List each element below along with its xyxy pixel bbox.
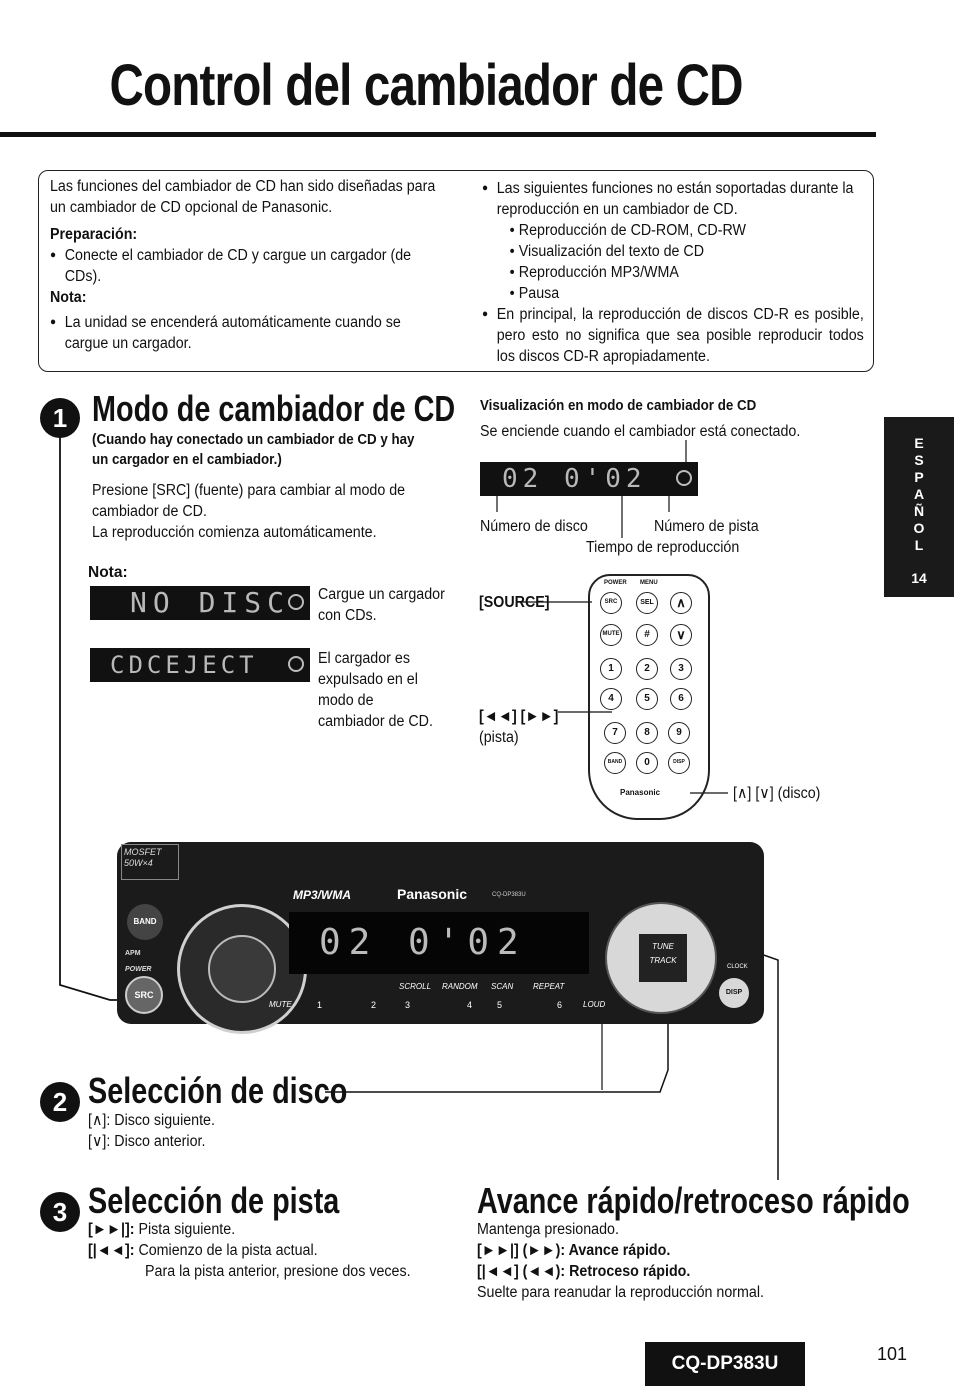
src-button[interactable]: SRC <box>125 976 163 1014</box>
unsupported-item: • Visualización del texto de CD <box>482 241 864 262</box>
repeat-button[interactable]: REPEAT <box>533 982 565 991</box>
section-number-3: 3 <box>40 1192 80 1232</box>
note-label: Nota: <box>50 289 87 306</box>
remote-key-6[interactable]: 6 <box>670 688 692 710</box>
track-prev-text: Comienzo de la pista actual. <box>138 1242 318 1259</box>
section-number-1: 1 <box>40 398 80 438</box>
scan-button[interactable]: SCAN <box>491 982 514 991</box>
remote-menu-label: MENU <box>640 580 658 586</box>
unsupported-item: • Reproducción de CD-ROM, CD-RW <box>482 220 864 241</box>
tune-label: TUNE <box>652 942 674 951</box>
unit-lcd <box>289 912 589 974</box>
section-title-cd-changer-mode: Modo de cambiador de CD <box>92 388 456 429</box>
cdr-note: ● En principal, la reproducción de discos CD-R es posible, pero esto no significa que sea posible reproducir todos los discos CD-R apropiadamente. <box>482 304 864 367</box>
band-button[interactable]: BAND <box>127 904 163 940</box>
scroll-button[interactable]: SCROLL <box>399 982 432 991</box>
preset-2[interactable]: 2 <box>371 1000 377 1010</box>
mosfet-badge: MOSFET 50W×4 <box>121 844 179 880</box>
remote-key-2[interactable]: 2 <box>636 658 658 680</box>
tab-letter: Ñ <box>913 503 925 519</box>
preset-4[interactable]: 4 <box>467 1000 473 1010</box>
section1-note-label: Nota: <box>88 564 128 581</box>
remote-sel-button[interactable]: SEL <box>636 592 658 614</box>
power-label: POWER <box>125 966 152 973</box>
preset-1[interactable]: 1 <box>317 1000 323 1010</box>
lcd-cd-changer-text: 02 0'02 <box>502 464 647 494</box>
mute-button[interactable]: MUTE <box>269 1000 292 1009</box>
release-text: Suelte para reanudar la reproducción normal. <box>477 1284 764 1301</box>
tab-page: 14 <box>911 570 927 586</box>
clock-label: CLOCK <box>727 964 748 970</box>
intro-text: Las funciones del cambiador de CD han sido diseñadas para un cambiador de CD opcional de Panasonic. <box>50 178 436 216</box>
lcd-cdc-eject-text: CDCEJECT <box>110 651 258 679</box>
section1-auto-play: La reproducción comienza automáticamente. <box>92 524 377 541</box>
head-unit <box>117 842 764 1024</box>
loud-button[interactable]: LOUD <box>583 1000 606 1009</box>
play-time-label: Tiempo de reproducción <box>586 539 740 556</box>
track-prev-key: [|◄◄]: <box>88 1242 135 1259</box>
track-label: TRACK <box>649 956 677 965</box>
disc-number-label: Número de disco <box>480 518 588 535</box>
remote-key-4[interactable]: 4 <box>600 688 622 710</box>
section1-subtitle: (Cuando hay conectado un cambiador de CD y hay un cargador en el cambiador.) <box>92 432 415 468</box>
remote-power-label: POWER <box>604 580 627 586</box>
display-text: Se enciende cuando el cambiador está conectado. <box>480 423 801 440</box>
preset-6[interactable]: 6 <box>557 1000 563 1010</box>
track-prev-row <box>88 1240 318 1261</box>
page-title: Control del cambiador de CD <box>109 53 743 118</box>
remote-up-button[interactable]: ∧ <box>670 592 692 614</box>
tab-letter: S <box>914 452 924 468</box>
knob-center <box>208 935 276 1003</box>
rew-text: [|◄◄] (◄◄): Retroceso rápido. <box>477 1263 691 1280</box>
remote-brand: Panasonic <box>620 788 661 797</box>
section1-instruction: Presione [SRC] (fuente) para cambiar al modo de cambiador de CD. <box>92 482 406 520</box>
track-prev-extra: Para la pista anterior, presione dos veces. <box>145 1263 411 1280</box>
remote-key-0[interactable]: 0 <box>636 752 658 774</box>
tab-letter: A <box>913 486 925 502</box>
tab-letter: O <box>913 520 925 536</box>
remote-key-5[interactable]: 5 <box>636 688 658 710</box>
hold-text: Mantenga presionado. <box>477 1221 619 1238</box>
volume-knob[interactable] <box>177 904 307 1034</box>
tab-letter: E <box>914 435 924 451</box>
remote-disp-button[interactable]: DISP <box>668 752 690 774</box>
unit-lcd-text: 02 0'02 <box>319 922 527 963</box>
section-title-fast-forward-rewind: Avance rápido/retroceso rápido <box>477 1180 910 1221</box>
note-item: ● La unidad se encenderá automáticamente cuando se cargue un cargador. <box>50 312 436 354</box>
changer-icon <box>676 470 692 486</box>
unit-brand: Panasonic <box>397 886 468 902</box>
disp-button[interactable]: DISP <box>719 978 749 1008</box>
remote-key-1[interactable]: 1 <box>600 658 622 680</box>
remote-down-button[interactable]: ∨ <box>670 624 692 646</box>
remote-track-sub: (pista) <box>479 729 519 746</box>
apm-label: APM <box>125 950 141 957</box>
lcd-cdc-eject-caption: El cargador es expulsado en el modo de cambiador de CD. <box>318 650 433 730</box>
remote-key-8[interactable]: 8 <box>636 722 658 744</box>
track-next-key: [►►|]: <box>88 1221 135 1238</box>
lcd-no-disc-caption: Cargue un cargador con CDs. <box>318 586 445 624</box>
remote-key-7[interactable]: 7 <box>604 722 626 744</box>
preset-5[interactable]: 5 <box>497 1000 503 1010</box>
section-number-2: 2 <box>40 1082 80 1122</box>
preset-3[interactable]: 3 <box>405 1000 411 1010</box>
remote-key-9[interactable]: 9 <box>668 722 690 744</box>
language-tab <box>884 417 954 597</box>
display-title: Visualización en modo de cambiador de CD <box>480 398 757 414</box>
model-badge: CQ-DP383U <box>645 1342 805 1386</box>
remote-mute-button[interactable]: MUTE <box>600 624 622 646</box>
page-number: 101 <box>877 1344 908 1364</box>
track-next-row <box>88 1219 235 1240</box>
random-button[interactable]: RANDOM <box>442 982 478 991</box>
section4-body <box>477 1219 863 1303</box>
remote-source-button[interactable]: SRC <box>600 592 622 614</box>
unsupported-intro: ● Las siguientes funciones no están soportadas durante la reproducción en un cambiador de CD. <box>482 178 864 220</box>
unsupported-item: • Reproducción MP3/WMA <box>482 262 864 283</box>
tab-letter: P <box>914 469 924 485</box>
remote-key-3[interactable]: 3 <box>670 658 692 680</box>
remote-control <box>588 574 710 820</box>
tab-letter: L <box>914 537 924 553</box>
lcd-no-disc-text: NO DISC <box>130 586 291 619</box>
track-next-text: Pista siguiente. <box>138 1221 236 1238</box>
prep-item: ● Conecte el cambiador de CD y cargue un cargador (de CDs). <box>50 245 436 287</box>
format-label: MP3/WMA <box>293 888 351 902</box>
tune-track-dial[interactable] <box>605 902 717 1014</box>
unsupported-item: • Pausa <box>482 283 864 304</box>
remote-band-button[interactable]: BAND <box>604 752 626 774</box>
section-title-disc-selection: Selección de disco <box>88 1070 348 1111</box>
lcd-cd-changer <box>480 462 698 496</box>
ff-text: [►►|] (►►): Avance rápido. <box>477 1242 671 1259</box>
disc-next: [∧]: Disco siguiente. <box>88 1112 215 1129</box>
remote-number-button[interactable]: # <box>636 624 658 646</box>
disc-prev: [∨]: Disco anterior. <box>88 1133 206 1150</box>
remote-track-label: [◄◄] [►►] <box>479 708 559 725</box>
unit-model: CQ-DP383U <box>492 892 526 898</box>
remote-disc-label: [∧] [∨] (disco) <box>733 785 821 802</box>
track-number-label: Número de pista <box>654 518 759 535</box>
remote-source-label: [SOURCE] <box>479 594 550 611</box>
section-title-track-selection: Selección de pista <box>88 1180 340 1221</box>
prep-label: Preparación: <box>50 226 138 243</box>
tune-track-center <box>639 934 687 982</box>
